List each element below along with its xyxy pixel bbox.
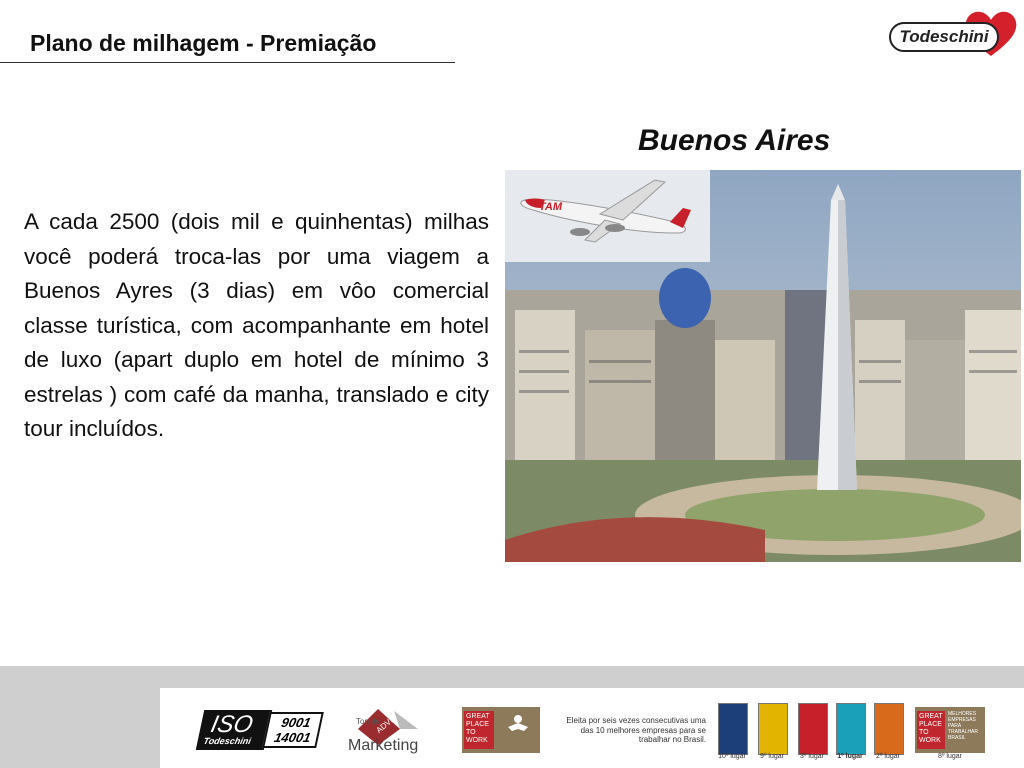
buenos-aires-photo — [505, 170, 1021, 562]
exame-award-badge — [874, 703, 904, 755]
plane-inset — [505, 170, 710, 262]
award-label: 1º lugar — [837, 753, 863, 760]
exame-award-badge — [758, 703, 788, 755]
exame-award-badge — [718, 703, 748, 755]
award-label: 2º lugar — [876, 753, 900, 760]
description-paragraph: A cada 2500 (dois mil e quinhentas) milhas você poderá troca-las por uma viagem a Buenos Ayres (3 dias) em vôo comercial classe turística, com acompanhante em hotel de luxo (apart duplo em hotel de mínimo 3 estrelas ) com café da manha, translado e city tour incluídos. — [24, 209, 489, 441]
iso-brand: Todeschini — [202, 736, 252, 746]
logo-wordmark: Todeschini — [889, 22, 999, 52]
marketing-label: Marketing — [348, 737, 419, 754]
slide-title: Plano de milhagem - Premiação — [30, 30, 377, 56]
great-place-to-work-logo — [915, 707, 985, 753]
exame-award-badge — [836, 703, 866, 755]
todeschini-logo — [885, 8, 1020, 60]
iso-word: ISO — [208, 711, 256, 738]
city-heading: Buenos Aires — [638, 124, 831, 157]
award-label: 9º lugar — [760, 753, 784, 760]
iso-9001: 9001 — [280, 715, 313, 730]
award-label: 8º lugar — [938, 753, 962, 760]
top-de-label: Top de — [356, 717, 381, 726]
exame-award-badge — [798, 703, 828, 755]
iso-certification-logo — [200, 710, 320, 750]
gptw-text: GREAT PLACE TO WORK — [464, 711, 494, 749]
award-label: 3º lugar — [800, 753, 824, 760]
title-underline — [0, 62, 455, 63]
gptw-text: GREAT PLACE TO WORK — [917, 711, 945, 749]
gptw-side-text: MELHORES EMPRESAS PARA TRABALHAR BRASIL — [948, 711, 979, 741]
iso-14001: 14001 — [272, 730, 313, 745]
great-place-to-work-logo — [462, 707, 540, 753]
award-caption: Eleita por seis vezes consecutivas uma das 10 melhores empresas para se trabalhar no Brasil. — [566, 716, 706, 744]
airplane-icon — [505, 170, 710, 262]
people-icon — [498, 711, 538, 751]
award-label: 10º lugar — [718, 753, 746, 760]
advb-text: ADVB — [374, 713, 398, 735]
plane-livery-text: TAM — [539, 201, 563, 213]
top-de-marketing-logo — [348, 705, 432, 757]
